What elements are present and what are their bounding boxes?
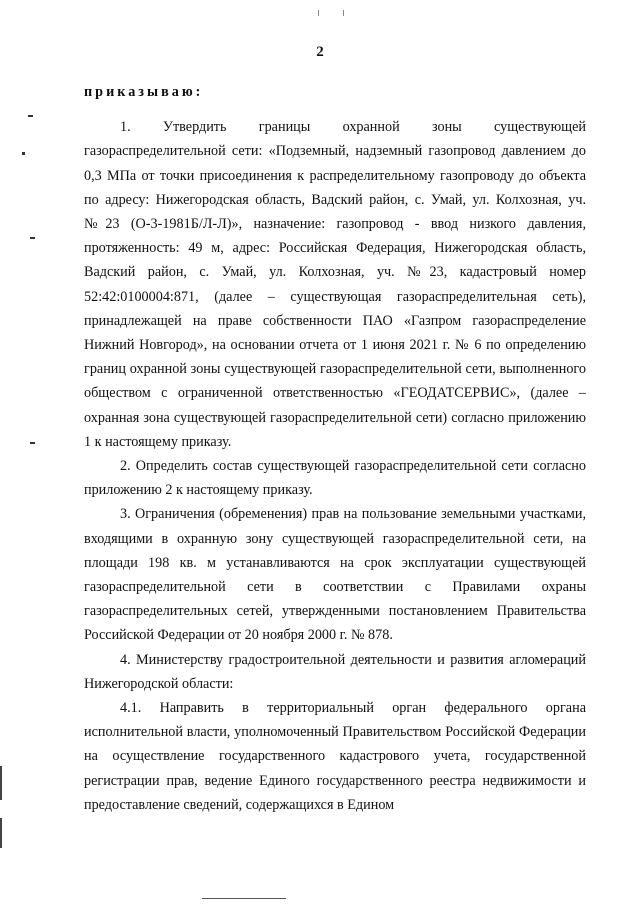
paragraph-1: 1. Утвердить границы охранной зоны существующей газораспределительной сети: «Подземный, надземный газопровод давлением до 0,3 МПа от точки присоединения к распределительному газопроводу до объекта по адресу: Нижегородская область, Вадский район, с. Умай, ул. Колхозная, уч. №23 (О-3-1981Б/Л-Л)», назначение: газопровод - ввод низкого давления, протяженность: 49 м, адрес: Российская Федерация, Нижегородская область, Вадский район, с. Умай, ул. Колхозная, уч. №23, кадастровый номер 52:42:0100004:871, (далее – существующая газораспределительная сеть), принадлежащей на праве собственности ПАО «Газпром газораспределение Нижний Новгород», на основании отчета от 1 июня 2021 г. № 6 по определению границ охранной зоны существующей газораспределительной сети, выполненного обществом с ограниченной ответственностью «ГЕОДАТСЕРВИС», (далее – охранная зона существующей газораспределительной сети) согласно приложению 1 к настоящему приказу. [84,119,586,450]
page-number: 2 [316,44,324,60]
paragraph-2: 2. Определить состав существующей газораспределительной сети согласно приложению 2 к настоящему приказу. [84,458,586,499]
paragraph-3: 3. Ограничения (обременения) прав на пользование земельными участками, входящими в охранную зону существующей газораспределительной сети, на площади 198 кв. м устанавливаются на срок эксплуатации существующей газораспределительной сети в соответствии с Правилами охраны газораспределительных сетей, утвержденными постановлением Правительства Российской Федерации от 20 ноября 2000 г. № 878. [84,506,586,644]
scan-mark [30,442,35,444]
scan-mark [318,10,319,16]
scan-mark [22,152,25,155]
order-heading: приказываю: [84,84,204,100]
scan-edge-mark [0,818,2,848]
paragraph-4: 4. Министерству градостроительной деятельности и развития агломераций Нижегородской области: [84,651,586,692]
scan-edge-mark [0,766,2,800]
scan-mark [28,115,33,117]
paragraph-4-1: 4.1. Направить в территориальный орган федерального органа исполнительной власти, уполномоченный Правительством Российской Федерации на осуществление государственного кадастрового учета, государственной регистрации прав, ведение Единого государственного реестра недвижимости и предоставление сведений, содержащихся в Едином [84,700,586,813]
footer-rule [202,898,286,899]
document-body [84,80,586,817]
scan-mark [30,237,35,239]
scan-mark [343,10,344,16]
